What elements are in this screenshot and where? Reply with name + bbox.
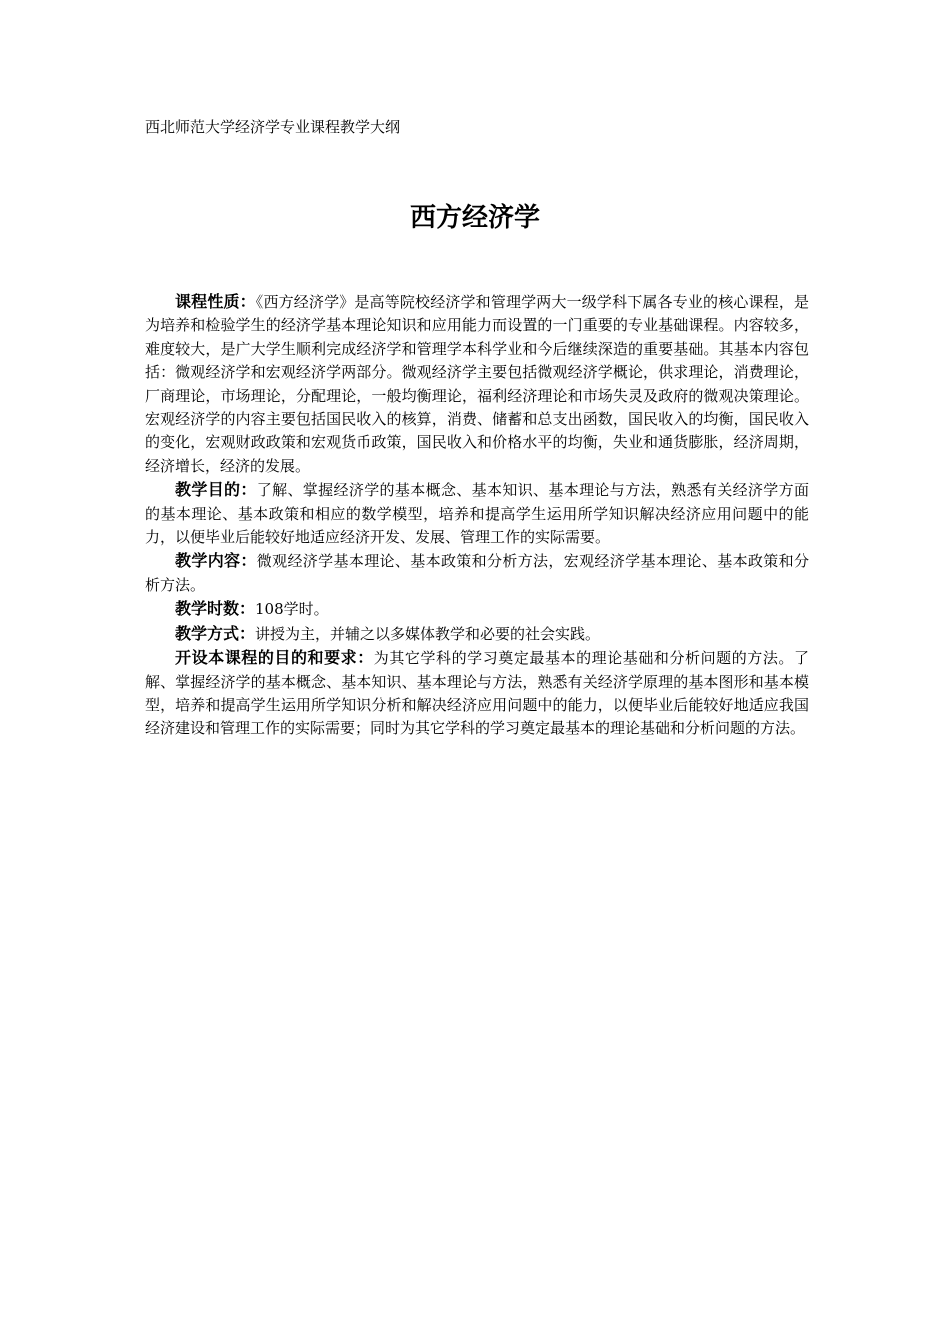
document-body <box>145 290 809 741</box>
section-teaching-content <box>145 549 809 597</box>
section-text: 为其它学科的学习奠定最基本的理论基础和分析问题的方法。了解、掌握经济学的基本概念、基本知识、基本理论与方法，熟悉有关经济学原理的基本图形和基本模型，培养和提高学生运用所学知识分析和解决经济应用问题中的能力，以便毕业后能较好地适应我国经济建设和管理工作的实际需要；同时为其它学科的学习奠定最基本的理论基础和分析问题的方法。 <box>145 649 809 738</box>
section-text: 微观经济学基本理论、基本政策和分析方法，宏观经济学基本理论、基本政策和分析方法。 <box>145 552 809 594</box>
section-label: 教学目的： <box>175 480 257 500</box>
section-label: 课程性质： <box>175 292 256 311</box>
section-course-objectives <box>145 646 809 741</box>
section-teaching-method <box>145 622 809 646</box>
section-text: 讲授为主，并辅之以多媒体教学和必要的社会实践。 <box>255 624 601 643</box>
section-label: 教学方式： <box>175 623 256 643</box>
section-text: 《西方经济学》是高等院校经济学和管理学两大一级学科下属各专业的核心课程，是为培养和检验学生的经济学基本理论知识和应用能力而设置的一门重要的专业基础课程。内容较多，难度较大，是广大学生顺利完成经济学和管理学本科学业和今后继续深造的重要基础。其基本内容包括：微观经济学和宏观经济学两部分。微观经济学主要包括微观经济学概论，供求理论，消费理论，厂商理论，市场理论，分配理论，一般均衡理论，福利经济理论和市场失灵及政府的微观决策理论。宏观经济学的内容主要包括国民收入的核算，消费、储蓄和总支出函数，国民收入的均衡，国民收入的变化，宏观财政政策和宏观货币政策，国民收入和价格水平的均衡，失业和通货膨胀，经济周期，经济增长，经济的发展。 <box>145 293 809 475</box>
section-text: 了解、掌握经济学的基本概念、基本知识、基本理论与方法，熟悉有关经济学方面的基本理论、基本政策和相应的数学模型，培养和提高学生运用所学知识解决经济应用问题中的能力，以便毕业后能较好地适应经济开发、发展、管理工作的实际需要。 <box>145 481 809 547</box>
section-label: 教学时数： <box>175 599 256 619</box>
section-course-nature <box>145 290 809 478</box>
section-teaching-purpose <box>145 478 809 549</box>
section-label: 开设本课程的目的和要求： <box>175 648 374 668</box>
section-text: 108学时。 <box>255 600 329 619</box>
section-teaching-hours <box>145 597 809 621</box>
document-title: 西方经济学 <box>409 203 540 233</box>
section-label: 教学内容： <box>175 551 257 571</box>
document-header: 西北师范大学经济学专业课程教学大纲 <box>145 118 401 136</box>
